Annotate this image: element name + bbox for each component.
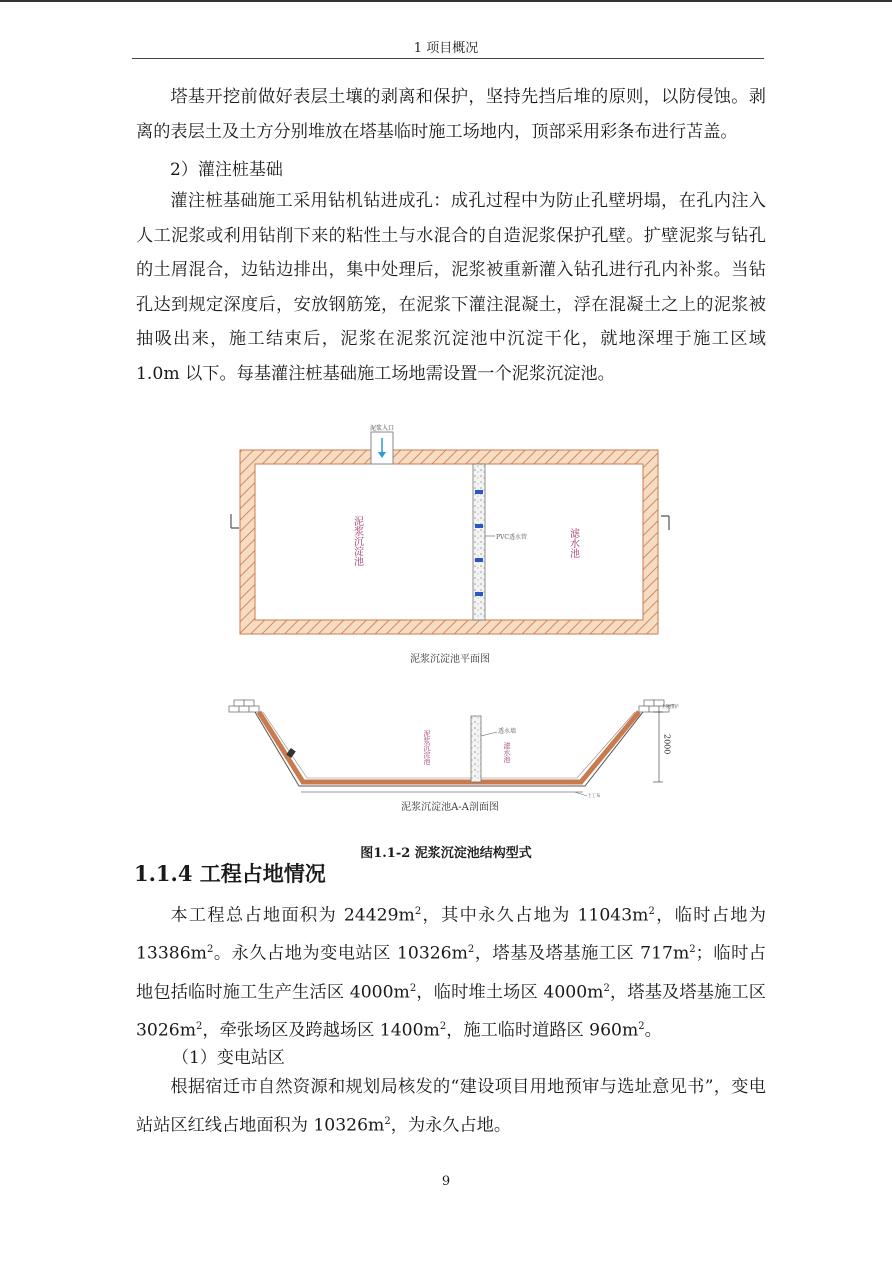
page-header: 1 项目概况 bbox=[413, 41, 479, 56]
subheading-substation: （1）变电站区 bbox=[172, 1048, 285, 1068]
section-right-label: 滤水池 bbox=[503, 742, 511, 763]
pvc-pipe-label: PVC透水管 bbox=[496, 534, 527, 541]
section-view bbox=[229, 700, 679, 813]
paragraph-bored-pile: 灌注桩基础施工采用钻机钻进成孔：成孔过程中为防止孔壁坍塌，在孔内注入人工泥浆或利用钻削下来的粘性土与水混合的自造泥浆保护孔壁。扩壁泥浆与钻孔的土屑混合，边钻边排出，集中处理后，泥浆被重新灌入钻孔进行孔内补浆。当钻孔达到规定深度后，安放钢筋笼，在泥浆下灌注混凝土，浮在混凝土之上的泥浆被抽吸出来，施工结束后，泥浆在泥浆沉淀池中沉淀干化，就地深埋于施工区域 1.0m 以下。每基灌注桩基础施工场地需设置一个泥浆沉淀池。 bbox=[136, 191, 766, 384]
section-title: 泥浆沉淀池A-A剖面图 bbox=[401, 802, 499, 813]
section-dimension: 2000 bbox=[662, 734, 672, 755]
section-left-label: 泥浆沉淀池 bbox=[423, 730, 431, 765]
paragraph-land-use: 本工程总占地面积为 $24429m^2$，其中永久占地为 $11043m^2$，临时占地为 $13386m^2$。永久占地为变电站区 $10326m^2$，塔基及塔基施工区 $717m^2$；临时占地包括临时施工生产生活区 $4000m^2$，临时堆土场区 $4000m^2$，塔基及塔基施工区 $3026m^2$，牵张场区及跨越场区 $1400m^2$，施工临时道路区 $960m^2$。 bbox=[136, 905, 766, 1041]
left-sandbags bbox=[229, 700, 259, 712]
section-note-bottom: 土工布 bbox=[587, 794, 601, 799]
inlet-label: 泥浆入口 bbox=[369, 425, 395, 432]
mud-pool-figure bbox=[215, 420, 685, 840]
top-border bbox=[0, 0, 892, 2]
section-heading-114: 1.1.4 工程占地情况 bbox=[134, 861, 326, 886]
plan-view bbox=[231, 424, 669, 665]
section-marker-left bbox=[231, 514, 239, 528]
paragraph-substation: 根据宿迁市自然资源和规划局核发的“建设项目用地预审与选址意见书”，变电站站区红线占地面积为 $10326m^2$，为永久占地。 bbox=[136, 1077, 766, 1136]
section-note-right: 土袋围护 bbox=[661, 705, 679, 710]
figure-caption: 图1.1-2 泥浆沉淀池结构型式 bbox=[360, 846, 532, 861]
plan-title: 泥浆沉淀池平面图 bbox=[410, 654, 490, 665]
pit-lining bbox=[259, 712, 639, 782]
section-wall-label: 透水墙 bbox=[498, 728, 517, 735]
right-pool-label: 滤水池 bbox=[567, 528, 579, 558]
plan-divider-wall bbox=[473, 464, 485, 620]
header-rule bbox=[132, 58, 764, 59]
plan-inner-area bbox=[255, 464, 643, 620]
section-marker-right bbox=[661, 516, 669, 530]
paragraph-topsoil: 塔基开挖前做好表层土壤的剥离和保护，坚持先挡后堆的原则，以防侵蚀。剥离的表层土及土方分别堆放在塔基临时施工场地内，顶部采用彩条布进行苫盖。 bbox=[136, 87, 766, 142]
left-pool-label: 泥浆沉淀池 bbox=[351, 516, 363, 566]
subheading-bored-pile: 2）灌注桩基础 bbox=[170, 160, 283, 180]
section-divider-wall bbox=[471, 716, 481, 782]
page-number: 9 bbox=[441, 1174, 451, 1189]
